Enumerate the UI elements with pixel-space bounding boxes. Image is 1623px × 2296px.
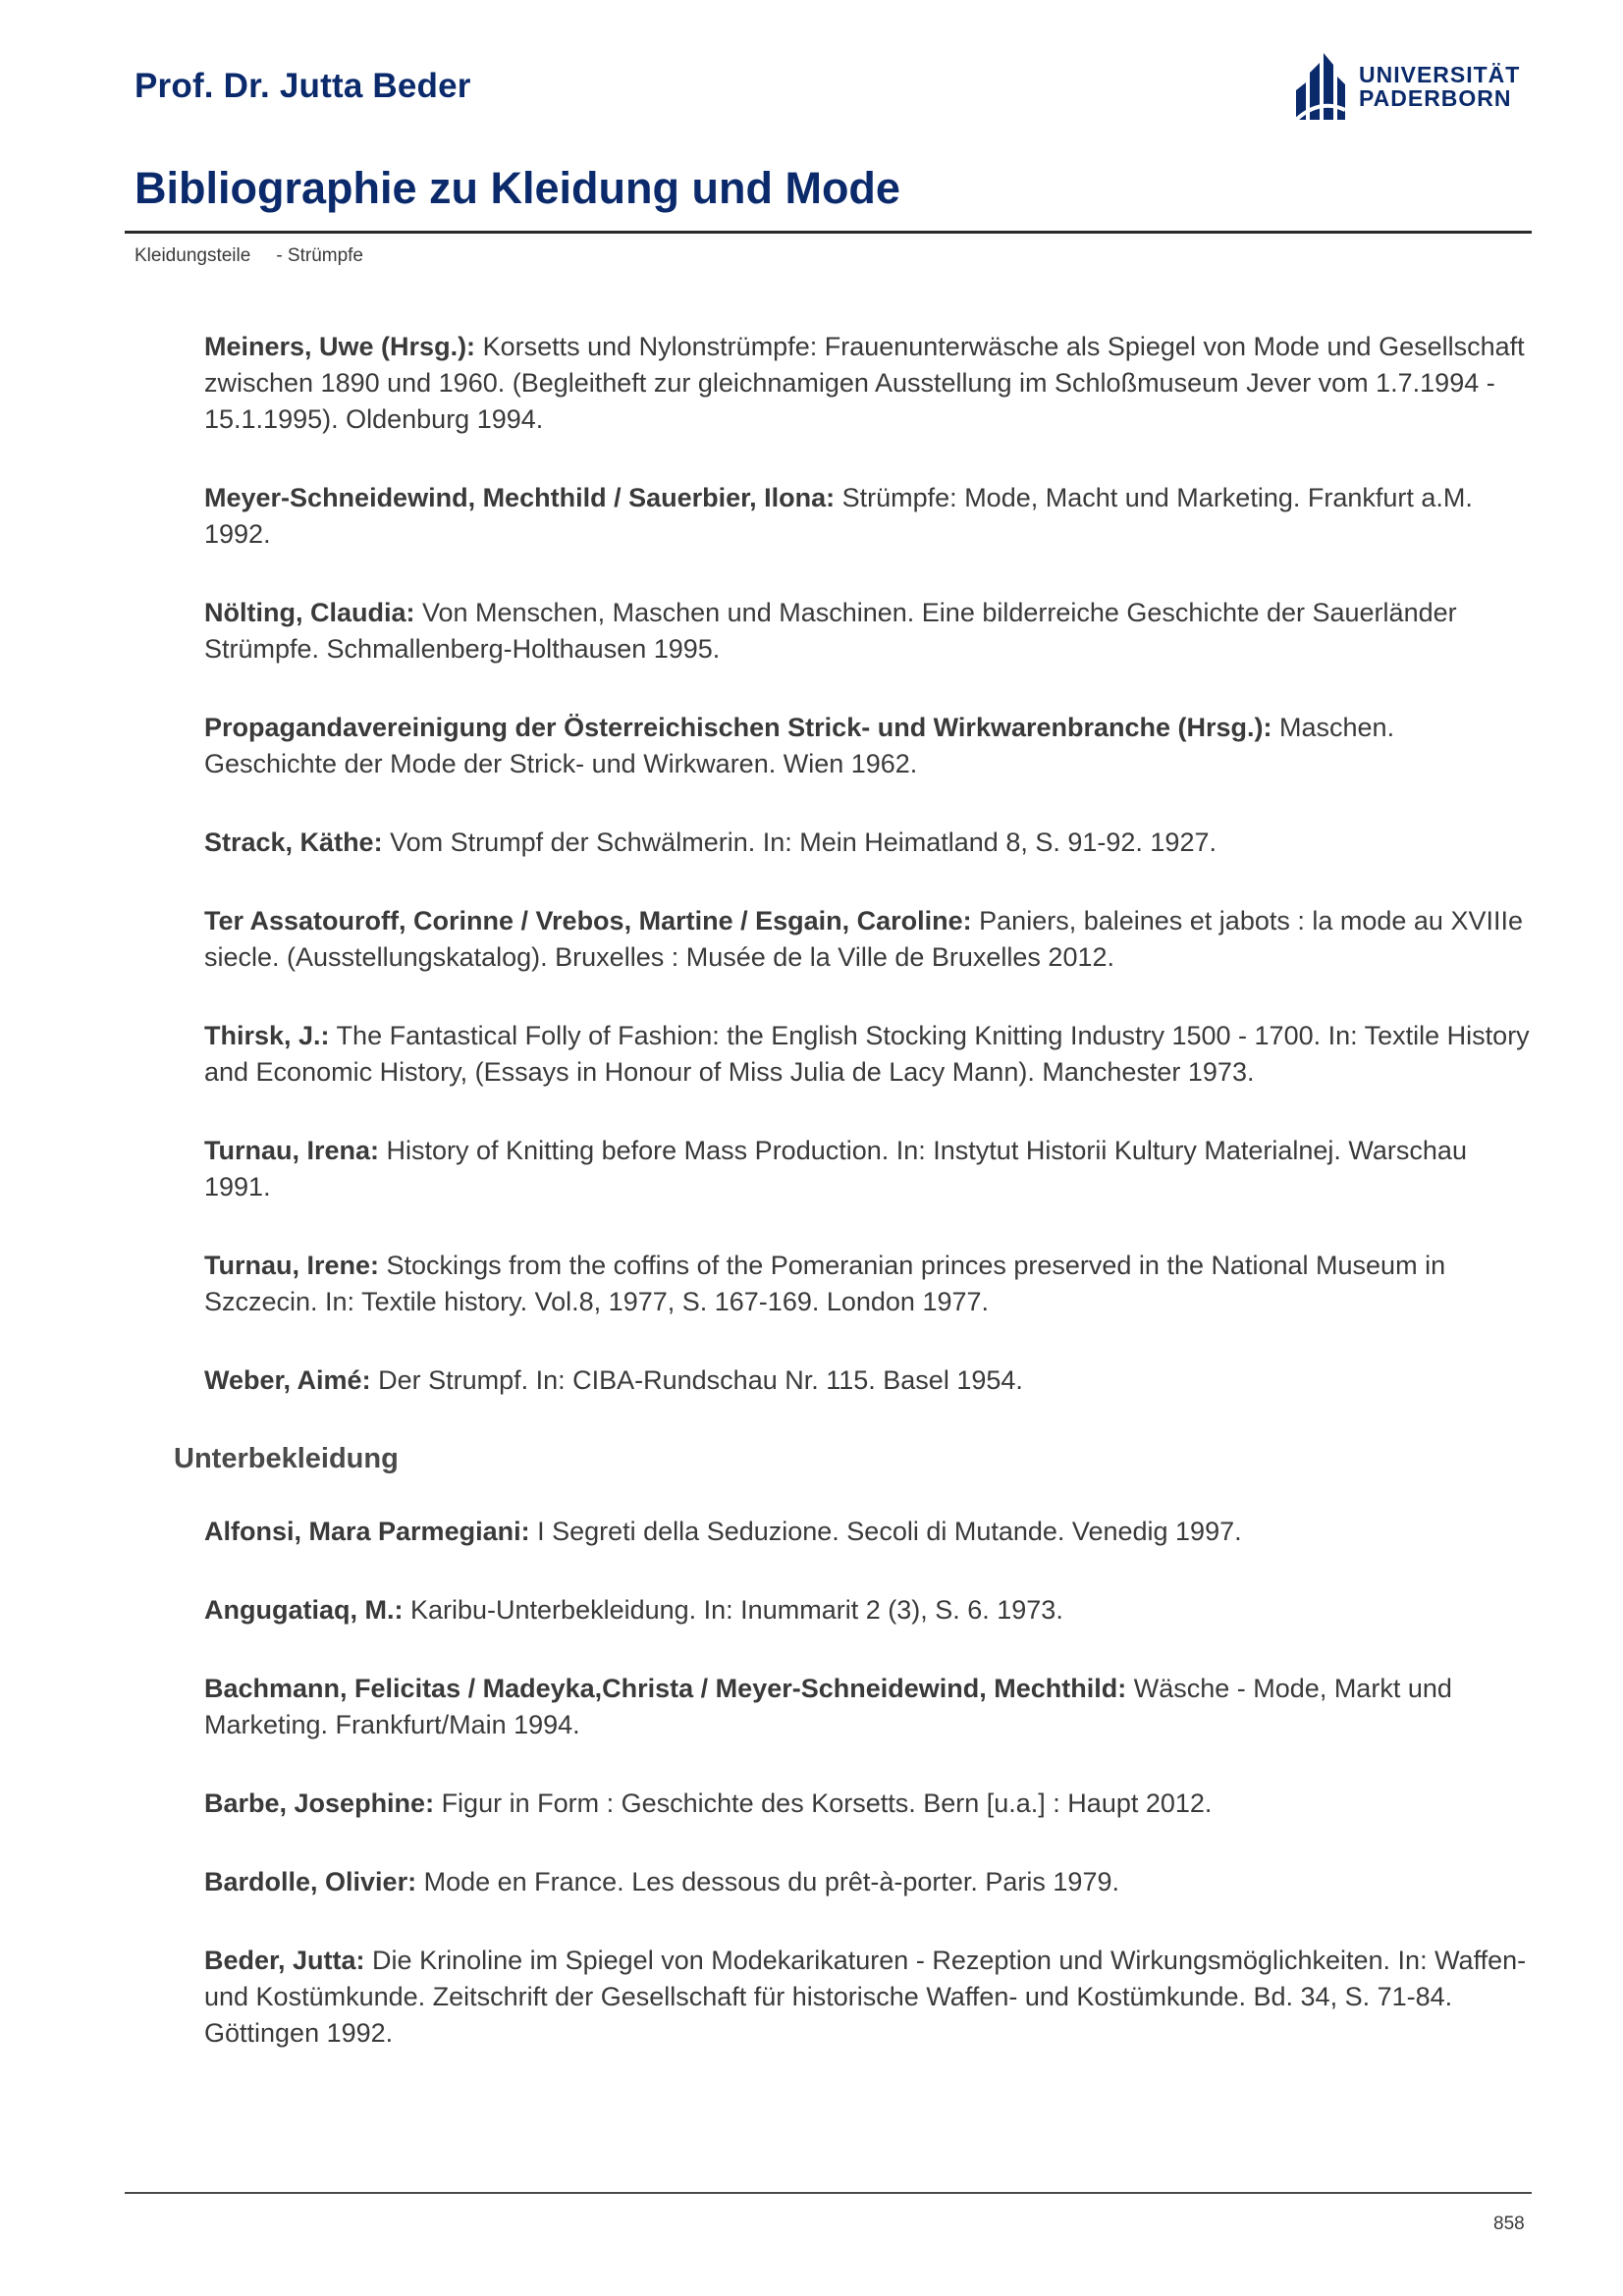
author-name: Prof. Dr. Jutta Beder: [135, 67, 471, 105]
document-title: Bibliographie zu Kleidung und Mode: [135, 163, 900, 213]
entry-citation: Karibu-Unterbekleidung. In: Inummarit 2 (3), S. 6. 1973.: [403, 1595, 1063, 1625]
entry-citation: I Segreti della Seduzione. Secoli di Mutande. Venedig 1997.: [529, 1517, 1242, 1546]
bibliography-entry: [204, 595, 1532, 667]
page-number: 858: [1493, 2214, 1525, 2234]
entry-author: Strack, Käthe:: [204, 828, 383, 857]
entry-author: Nölting, Claudia:: [204, 598, 415, 627]
entry-citation: History of Knitting before Mass Production. In: Instytut Historii Kultury Materialnej. Warschau 1991.: [204, 1136, 1467, 1201]
entry-author: Propagandavereinigung der Österreichischen Strick- und Wirkwarenbranche (Hrsg.):: [204, 713, 1272, 742]
entry-citation: Strümpfe: Mode, Macht und Marketing. Frankfurt a.M. 1992.: [204, 483, 1473, 549]
entry-author: Weber, Aimé:: [204, 1365, 371, 1395]
bibliography-entry: [204, 1514, 1532, 1550]
logo-line-2: PADERBORN: [1359, 85, 1512, 111]
bibliography-entry: [204, 1786, 1532, 1822]
bibliography-entry: [204, 1671, 1532, 1743]
entry-citation: Wäsche - Mode, Markt und Marketing. Frankfurt/Main 1994.: [204, 1674, 1452, 1739]
breadcrumb: [135, 245, 363, 267]
logo-line-1: UNIVERSITÄT: [1359, 62, 1521, 87]
entry-author: Alfonsi, Mara Parmegiani:: [204, 1517, 530, 1546]
entry-author: Bachmann, Felicitas / Madeyka,Christa / Meyer-Schneidewind, Mechthild:: [204, 1674, 1127, 1703]
bibliography-entry: [204, 825, 1532, 861]
entry-citation: Stockings from the coffins of the Pomeranian princes preserved in the National Museum in Szczecin. In: Textile history. Vol.8, 1977, S. 167-169. London 1977.: [204, 1251, 1446, 1316]
entry-citation: Vom Strumpf der Schwälmerin. In: Mein Heimatland 8, S. 91-92. 1927.: [382, 828, 1217, 857]
title-divider: [125, 231, 1532, 234]
entry-citation: Von Menschen, Maschen und Maschinen. Eine bilderreiche Geschichte der Sauerländer Strümpfe. Schmallenberg-Holthausen 1995.: [204, 598, 1457, 664]
breadcrumb-subcategory: - Strümpfe: [276, 245, 364, 266]
entry-author: Turnau, Irene:: [204, 1251, 380, 1280]
entry-author: Meyer-Schneidewind, Mechthild / Sauerbier, Ilona:: [204, 483, 836, 512]
entry-citation: Paniers, baleines et jabots : la mode au XVIIIe siecle. (Ausstellungskatalog). Bruxelles : Musée de la Ville de Bruxelles 2012.: [204, 906, 1523, 972]
entry-author: Beder, Jutta:: [204, 1946, 365, 1975]
entry-citation: Korsetts und Nylonstrümpfe: Frauenunterwäsche als Spiegel von Mode und Gesellschaft zwischen 1890 und 1960. (Begleitheft zur gleichnamigen Ausstellung im Schloßmuseum Jever vom 1.7.1994 - 15.1.1995). Oldenburg 1994.: [204, 332, 1525, 434]
entry-author: Thirsk, J.:: [204, 1021, 330, 1050]
entry-author: Bardolle, Olivier:: [204, 1867, 417, 1896]
university-logo-text: [1359, 63, 1520, 110]
university-logo-icon: [1294, 51, 1347, 122]
footer-divider: [125, 2192, 1532, 2194]
bibliography-entry: [204, 329, 1532, 438]
entry-citation: Der Strumpf. In: CIBA-Rundschau Nr. 115. Basel 1954.: [370, 1365, 1023, 1395]
bibliography-entry: [204, 903, 1532, 976]
bibliography-entry: [204, 1018, 1532, 1091]
bibliography-entry: [204, 1133, 1532, 1205]
bibliography-entry: [204, 480, 1532, 553]
entry-citation: Maschen. Geschichte der Mode der Strick- und Wirkwaren. Wien 1962.: [204, 713, 1395, 778]
bibliography-entry: [204, 1864, 1532, 1900]
university-logo: [1294, 51, 1520, 122]
entry-citation: Die Krinoline im Spiegel von Modekarikaturen - Rezeption und Wirkungsmöglichkeiten. In: Waffen- und Kostümkunde. Zeitschrift der Gesellschaft für historische Waffen- und Kostümkunde. Bd. 34, S. 71-84. Göttingen 1992.: [204, 1946, 1527, 2048]
bibliography-entry: [204, 1248, 1532, 1320]
entry-author: Turnau, Irena:: [204, 1136, 380, 1165]
entry-citation: The Fantastical Folly of Fashion: the English Stocking Knitting Industry 1500 - 1700. In: Textile History and Economic History, (Essays in Honour of Miss Julia de Lacy Mann). Manchester 1973.: [204, 1021, 1530, 1087]
entry-author: Angugatiaq, M.:: [204, 1595, 404, 1625]
bibliography-entry: [204, 1592, 1532, 1629]
bibliography-list: [174, 329, 1532, 2094]
section-heading: Unterbekleidung: [174, 1443, 399, 1474]
breadcrumb-category: Kleidungsteile: [135, 245, 251, 266]
bibliography-entry: [204, 1362, 1532, 1399]
entry-citation: Figur in Form : Geschichte des Korsetts. Bern [u.a.] : Haupt 2012.: [434, 1789, 1213, 1818]
entry-author: Barbe, Josephine:: [204, 1789, 435, 1818]
bibliography-entry: [204, 710, 1532, 782]
entry-author: Ter Assatouroff, Corinne / Vrebos, Martine / Esgain, Caroline:: [204, 906, 972, 935]
entry-citation: Mode en France. Les dessous du prêt-à-porter. Paris 1979.: [416, 1867, 1119, 1896]
entry-author: Meiners, Uwe (Hrsg.):: [204, 332, 476, 361]
bibliography-entry: [204, 1943, 1532, 2052]
